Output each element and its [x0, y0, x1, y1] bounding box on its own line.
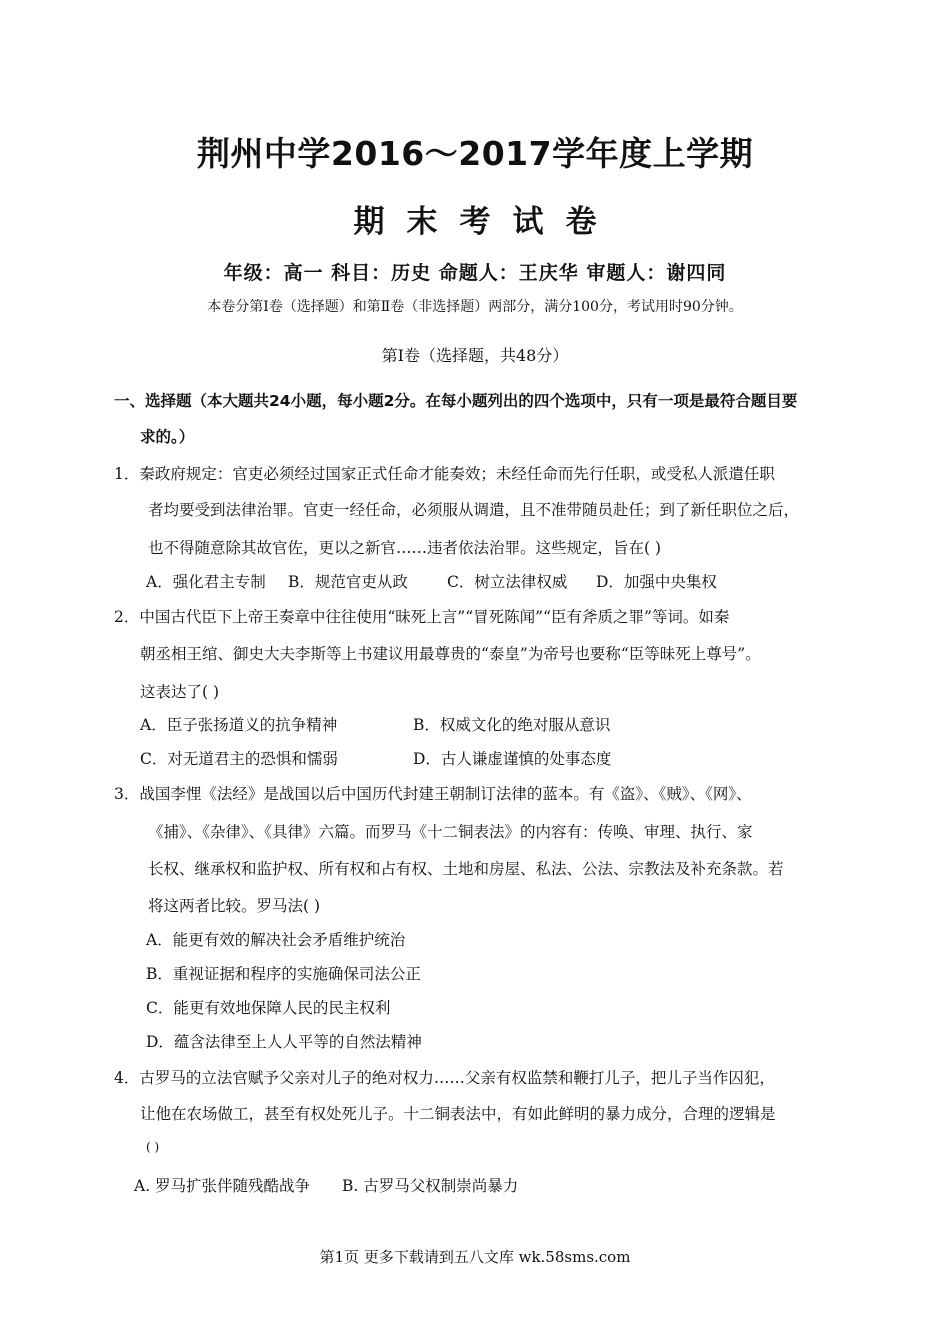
- q1-option-b: B．规范官吏从政: [288, 573, 408, 591]
- q4-option-b: B. 古罗马父权制崇尚暴力: [342, 1177, 519, 1195]
- q2-option-c: C．对无道君主的恐惧和懦弱: [140, 750, 338, 768]
- q1-option-a: A．强化君主专制: [146, 573, 266, 591]
- q2-option-b: B．权威文化的绝对服从意识: [413, 716, 611, 734]
- q3-option-d: D．蕴含法律至上人人平等的自然法精神: [146, 1033, 422, 1051]
- page-footer: 第1页 更多下载请到五八文库 wk.58sms.com: [319, 1248, 631, 1266]
- q3-option-a: A．能更有效的解决社会矛盾维护统治: [146, 931, 406, 949]
- q3-option-c: C．能更有效地保障人民的民主权利: [146, 999, 391, 1017]
- exam-meta: 年级：高一 科目：历史 命题人：王庆华 审题人：谢四同: [223, 262, 727, 284]
- q4-line3: ( ): [146, 1140, 160, 1154]
- q3-line3: 长权、继承权和监护权、所有权和占有权、土地和房屋、私法、公法、宗教法及补充条款。若: [148, 860, 784, 878]
- part-heading: 第Ⅰ卷（选择题，共48分）: [381, 346, 569, 365]
- section-heading-line1: 一、选择题（本大题共24小题，每小题2分。在每小题列出的四个选项中，只有一项是最符合题目要: [114, 392, 798, 410]
- q1-line1: 1．秦政府规定：官吏必须经过国家正式任命才能奏效；未经任命而先行任职，或受私人派遣任职: [114, 465, 775, 483]
- q1-line2: 者均要受到法律治罪。官吏一经任命，必须服从调遣，且不准带随员赴任；到了新任职位之后，: [148, 501, 800, 519]
- q2-option-a: A．臣子张扬道义的抗争精神: [140, 716, 338, 734]
- q1-option-c: C．树立法律权威: [447, 573, 568, 591]
- q4-option-a: A. 罗马扩张伴随残酷战争: [134, 1177, 311, 1195]
- q3-option-b: B．重视证据和程序的实施确保司法公正: [146, 965, 421, 983]
- q1-line3: 也不得随意除其故官佐，更以之新官……违者依法治罪。这些规定，旨在( ): [148, 539, 662, 557]
- q2-option-d: D．古人谦虚谨慎的处事态度: [413, 750, 612, 768]
- section-heading-line2: 求的。）: [140, 428, 195, 446]
- q2-line1: 2．中国古代臣下上帝王奏章中往往使用“昧死上言”“冒死陈闻”“臣有斧质之罪”等词。如秦: [114, 608, 730, 626]
- q3-line2: 《捕》、《杂律》、《具律》六篇。而罗马《十二铜表法》的内容有：传唤、审理、执行、家: [148, 823, 753, 841]
- q4-line2: 让他在农场做工，甚至有权处死儿子。十二铜表法中，有如此鲜明的暴力成分，合理的逻辑是: [140, 1105, 776, 1123]
- q4-line1: 4．古罗马的立法官赋予父亲对儿子的绝对权力……父亲有权监禁和鞭打儿子，把儿子当作囚犯，: [114, 1069, 775, 1087]
- q3-line4: 将这两者比较。罗马法( ): [148, 897, 321, 915]
- q1-option-d: D．加强中央集权: [596, 573, 717, 591]
- exam-intro: 本卷分第Ⅰ卷（选择题）和第Ⅱ卷（非选择题）两部分，满分100分，考试用时90分钟。: [207, 299, 743, 315]
- exam-subtitle: 期末考试卷: [353, 204, 619, 240]
- q3-line1: 3．战国李悝《法经》是战国以后中国历代封建王朝制订法律的蓝本。有《盗》、《贼》、《网》、: [114, 785, 752, 803]
- q2-line3: 这表达了( ): [140, 683, 220, 701]
- q2-line2: 朝丞相王绾、御史大夫李斯等上书建议用最尊贵的“泰皇”为帝号也要称“臣等昧死上尊号”。: [140, 645, 761, 663]
- exam-title: 荆州中学2016～2017学年度上学期: [196, 134, 754, 173]
